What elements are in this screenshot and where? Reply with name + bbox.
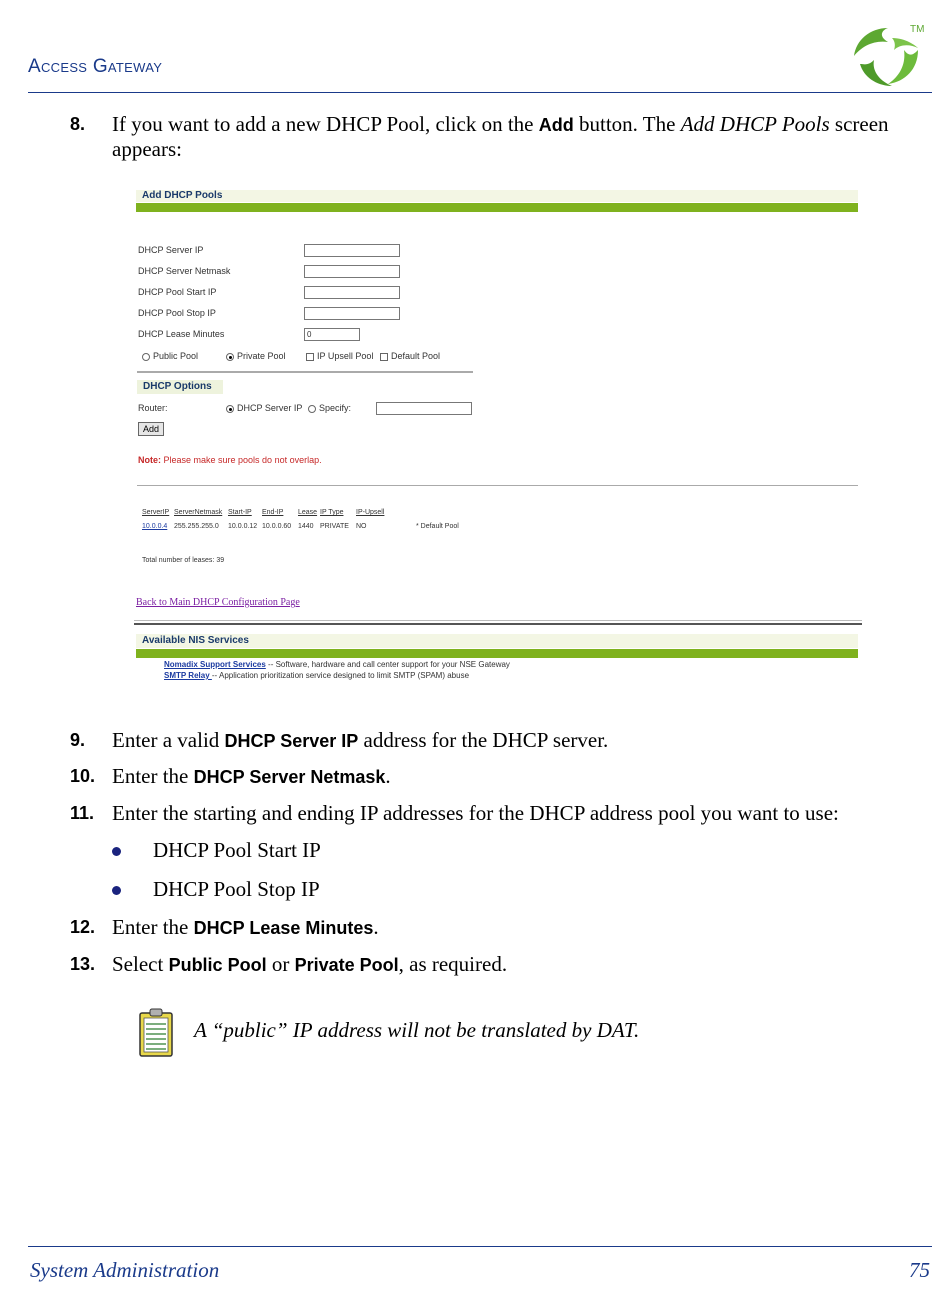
footer-rule	[28, 1246, 932, 1247]
svg-text:TM: TM	[910, 24, 925, 35]
field-dhcp-server-ip: DHCP Server IP	[138, 244, 538, 258]
server-ip-link[interactable]: 10.0.0.4	[142, 523, 168, 530]
field-dhcp-pool-stop-ip: DHCP Pool Stop IP	[138, 307, 538, 321]
table-header: Start-IP	[228, 509, 252, 516]
table-header: IP Type	[320, 509, 344, 516]
nis-separator-1	[134, 620, 862, 621]
router-specify-radio[interactable]: Specify:	[308, 403, 351, 413]
step-10: 10. Enter the DHCP Server Netmask.	[70, 764, 391, 788]
table-header: ServerIP	[142, 509, 170, 516]
table-header: End-IP	[262, 509, 284, 516]
step-13: 13. Select Public Pool or Private Pool, as required.	[70, 952, 508, 976]
router-row: Router: DHCP Server IP Specify:	[138, 402, 538, 416]
radio-on-icon	[226, 405, 234, 413]
ip-upsell-pool-checkbox[interactable]: IP Upsell Pool	[306, 351, 373, 361]
clipboard-note-icon	[138, 1008, 174, 1058]
back-to-main-link[interactable]: Back to Main DHCP Configuration Page	[136, 597, 300, 608]
router-dhcp-server-ip-radio[interactable]: DHCP Server IP	[226, 403, 302, 413]
table-header: Lease	[298, 509, 318, 516]
page-number: 75	[909, 1258, 930, 1282]
public-ip-note: A “public” IP address will not be translated by DAT.	[194, 1018, 640, 1042]
dhcp-server-netmask-input[interactable]	[304, 265, 400, 278]
field-dhcp-lease-minutes: DHCP Lease Minutes 0	[138, 328, 538, 342]
dhcp-pool-start-ip-input[interactable]	[304, 286, 400, 299]
table-cell: 10.0.0.12	[228, 523, 258, 530]
options-separator	[137, 371, 473, 373]
bullet-icon	[112, 847, 121, 856]
step-9: 9. Enter a valid DHCP Server IP address for the DHCP server.	[70, 728, 609, 752]
table-cell: 10.0.0.60	[262, 523, 292, 530]
table-cell: * Default Pool	[416, 523, 459, 530]
nis-green-bar	[136, 649, 858, 658]
step-8: 8. If you want to add a new DHCP Pool, click on the Add button. The Add DHCP Pools screen appears:	[70, 112, 889, 161]
radio-off-icon	[308, 405, 316, 413]
step-11: 11. Enter the starting and ending IP addresses for the DHCP address pool you want to use:	[70, 801, 839, 825]
add-dhcp-pools-title: Add DHCP Pools	[136, 190, 858, 202]
private-pool-radio[interactable]: Private Pool	[226, 351, 286, 361]
table-cell: NO	[356, 523, 367, 530]
overlap-note: Note: Please make sure pools do not overlap.	[138, 455, 322, 465]
total-leases: Total number of leases: 39	[142, 557, 225, 564]
footer-section: System Administration	[30, 1258, 220, 1282]
header-rule	[28, 92, 932, 93]
field-dhcp-pool-start-ip: DHCP Pool Start IP	[138, 286, 538, 300]
nis-title: Available NIS Services	[136, 634, 858, 648]
dhcp-lease-minutes-input[interactable]: 0	[304, 328, 360, 341]
nis-item-support: Nomadix Support Services -- Software, hardware and call center support for your NSE Gateway	[164, 660, 510, 669]
bullet-icon	[112, 886, 121, 895]
default-pool-checkbox[interactable]: Default Pool	[380, 351, 440, 361]
title-green-bar	[136, 203, 858, 212]
dhcp-server-ip-input[interactable]	[304, 244, 400, 257]
field-dhcp-server-netmask: DHCP Server Netmask	[138, 265, 538, 279]
router-specify-input[interactable]	[376, 402, 472, 415]
nomadix-logo-icon	[848, 20, 930, 90]
table-header: ServerNetmask	[174, 509, 223, 516]
checkbox-icon	[380, 353, 388, 361]
table-separator	[137, 485, 858, 486]
step-12: 12. Enter the DHCP Lease Minutes.	[70, 915, 379, 939]
table-cell: 1440	[298, 523, 314, 530]
add-dhcp-pools-screenshot	[134, 188, 866, 688]
radio-on-icon	[226, 353, 234, 361]
smtp-relay-link[interactable]: SMTP Relay	[164, 671, 212, 680]
add-button[interactable]: Add	[138, 422, 164, 436]
public-pool-radio[interactable]: Public Pool	[142, 351, 198, 361]
table-cell: 255.255.255.0	[174, 523, 219, 530]
header-title: Access Gateway	[28, 56, 163, 77]
nis-item-smtp: SMTP Relay -- Application prioritization service designed to limit SMTP (SPAM) abuse	[164, 671, 470, 680]
dhcp-pool-stop-ip-input[interactable]	[304, 307, 400, 320]
checkbox-icon	[306, 353, 314, 361]
nis-separator-2	[134, 623, 862, 625]
dhcp-options-title: DHCP Options	[137, 380, 223, 394]
table-header: IP-Upsell	[356, 509, 385, 516]
radio-off-icon	[142, 353, 150, 361]
table-cell: PRIVATE	[320, 523, 349, 530]
nomadix-support-link[interactable]: Nomadix Support Services	[164, 660, 266, 669]
